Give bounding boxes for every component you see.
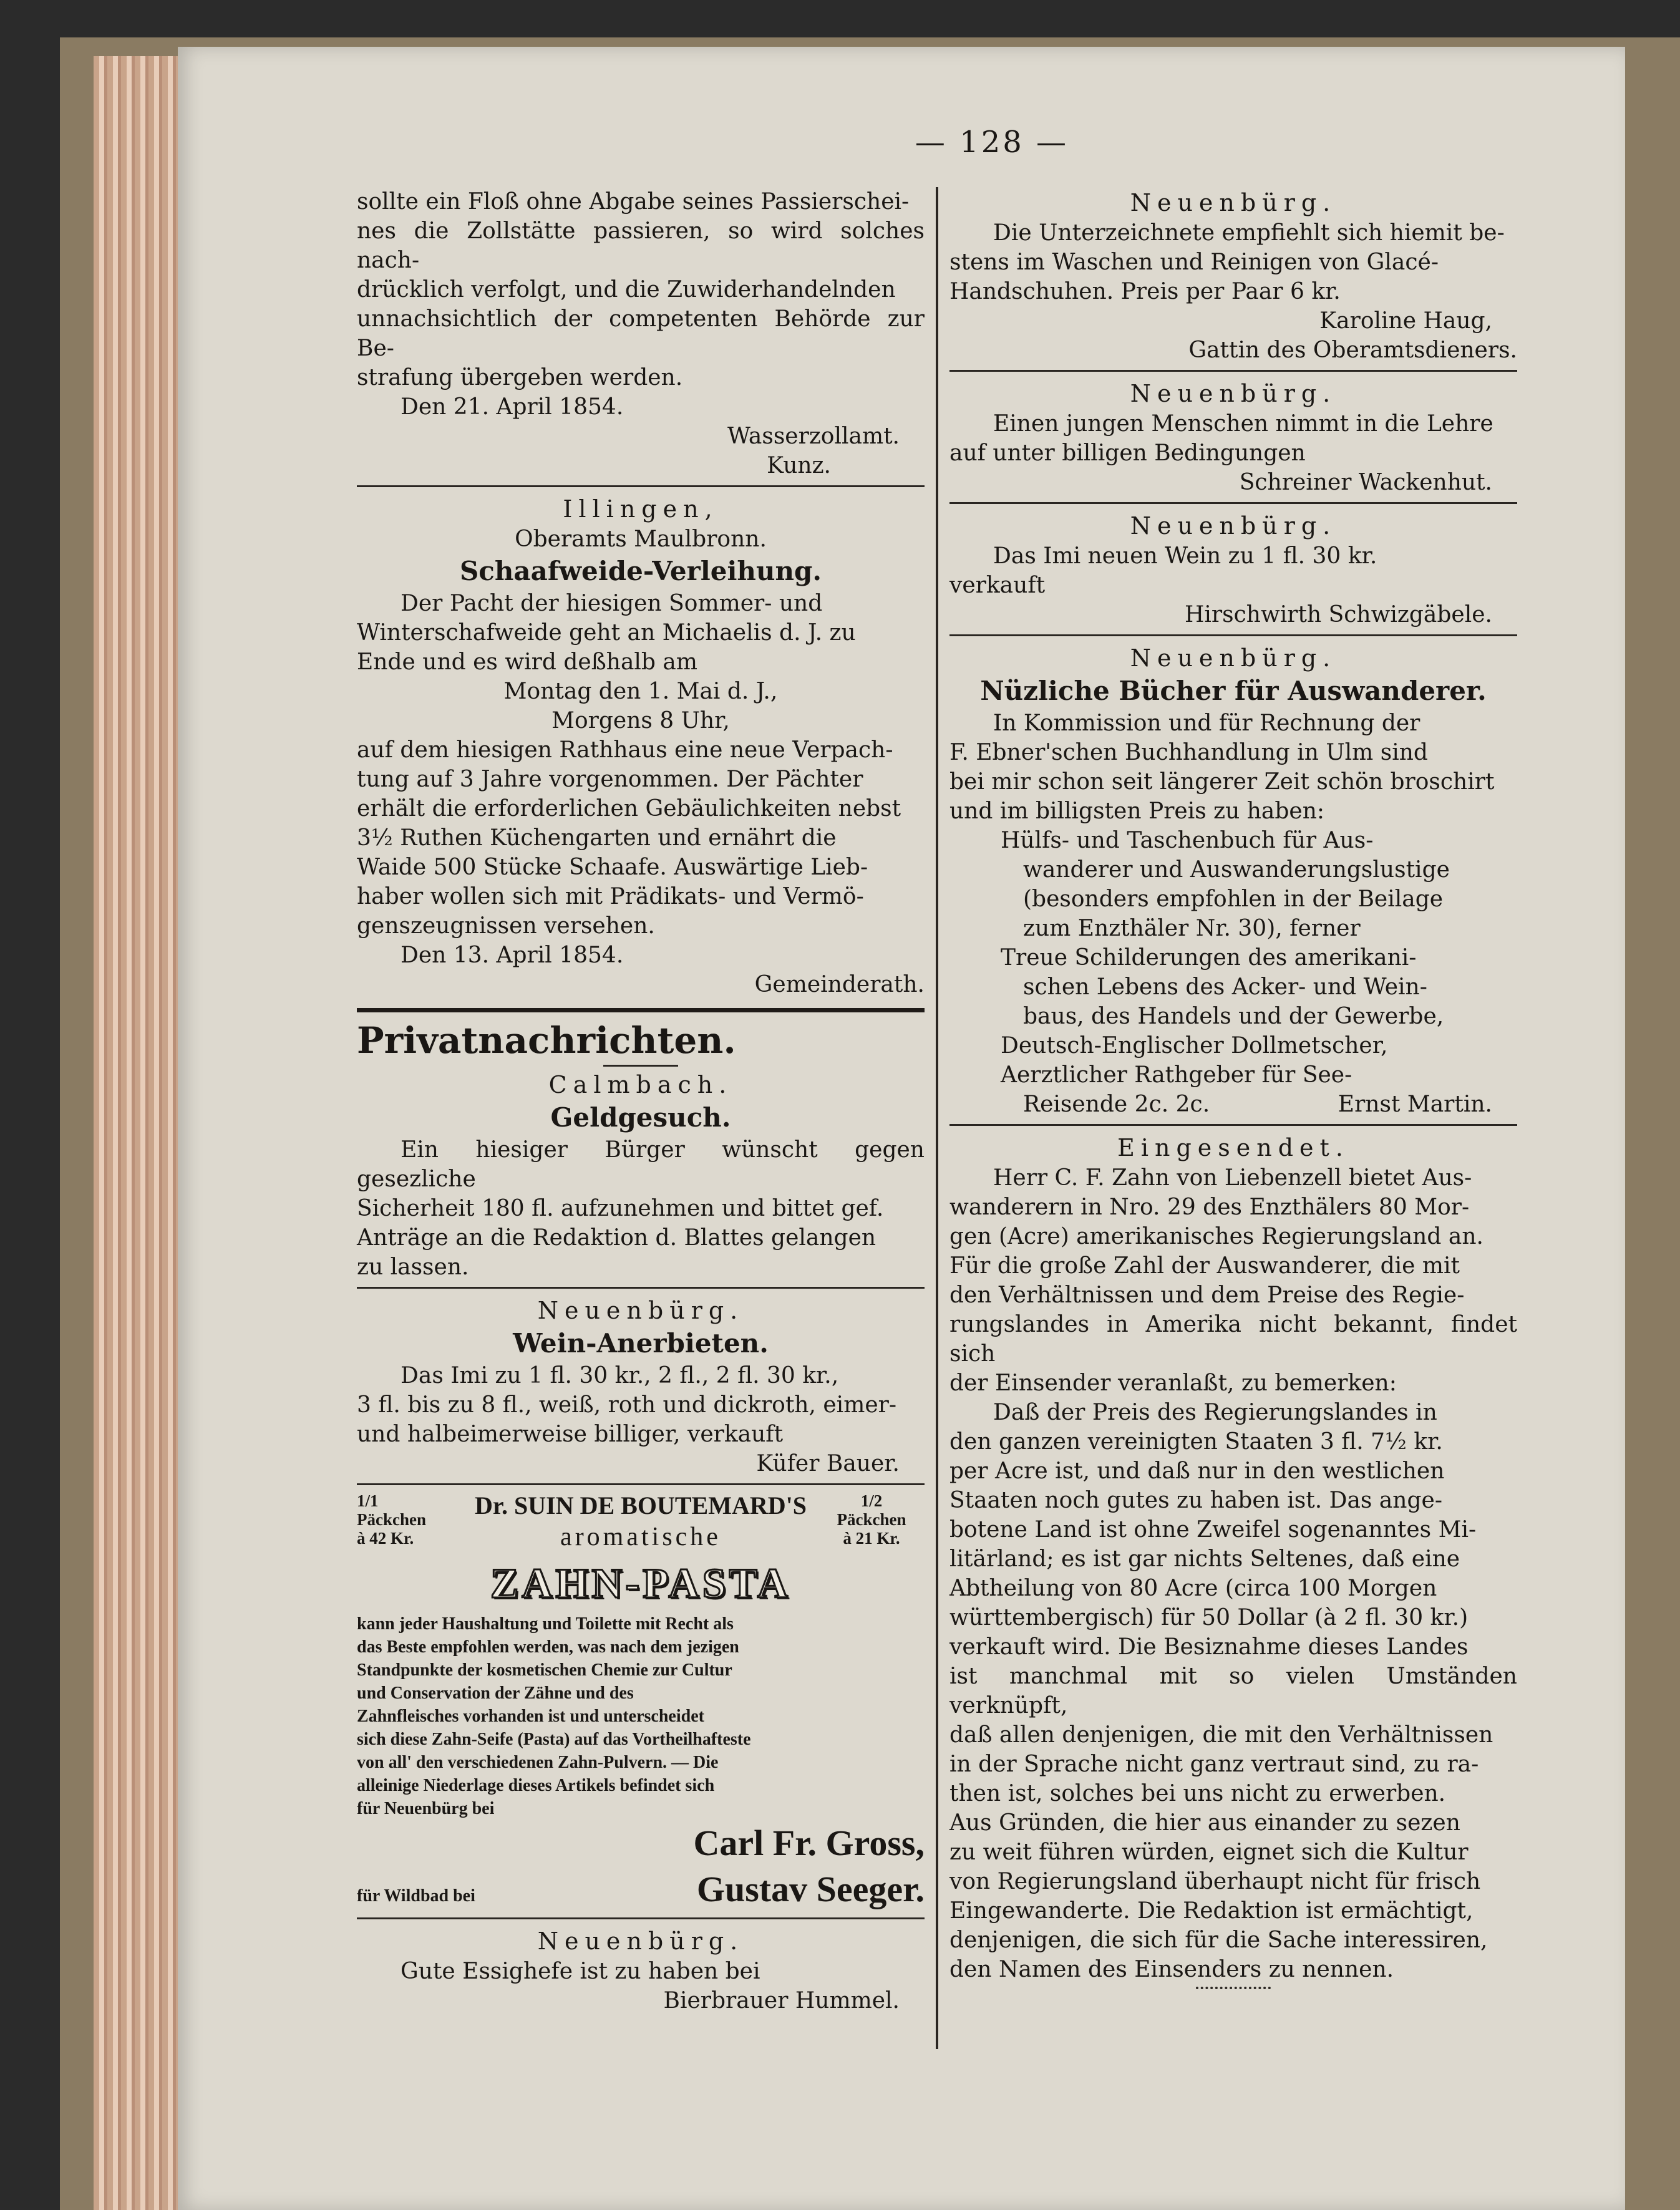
heavy-separator: [357, 1008, 925, 1012]
text-line: Daß der Preis des Regierungslandes in: [993, 1400, 1437, 1425]
notice-office: Wasserzollamt.: [727, 424, 900, 449]
book-item-line: baus, des Handels und der Gewerbe,: [1023, 1004, 1444, 1029]
separator: [949, 502, 1517, 504]
text-line: Staaten noch gutes zu haben ist. Das ange-: [949, 1488, 1442, 1513]
text-line: then ist, solches bei uns nicht zu erwerben.: [949, 1781, 1446, 1806]
text-line: daß allen denjenigen, die mit den Verhältnissen: [949, 1722, 1493, 1748]
wein-notice: [357, 1295, 925, 1478]
text-line: genszeugnissen versehen.: [357, 913, 655, 939]
price-label: à 21 Kr.: [843, 1529, 900, 1548]
text-line: verkauft wird. Die Besiznahme dieses Landes: [949, 1634, 1469, 1660]
notice-title: Geldgesuch.: [550, 1102, 731, 1133]
book-item: Treue Schilderungen des amerikani-: [1001, 945, 1417, 971]
text-line: wanderern in Nro. 29 des Enzthälers 80 Mor-: [949, 1195, 1470, 1220]
text-line: bei mir schon seit längerer Zeit schön broschirt: [949, 769, 1495, 795]
ad-text-line: alleinige Niederlage dieses Artikels befindet sich: [357, 1776, 715, 1795]
notice-date: Den 13. April 1854.: [401, 943, 624, 968]
text-line: und im billigsten Preis zu haben:: [949, 798, 1325, 824]
text-line: botene Land ist ohne Zweifel sogenanntes Mi-: [949, 1517, 1477, 1543]
text-line: 3 fl. bis zu 8 fl., weiß, roth und dickroth, eimer-: [357, 1392, 897, 1418]
text-line: Aus Gründen, die hier aus einander zu sezen: [949, 1810, 1460, 1836]
glace-notice: [949, 187, 1517, 365]
notice-signer: Ernst Martin.: [1338, 1092, 1492, 1117]
ad-subtitle: aromatische: [560, 1523, 721, 1551]
place-heading: Neuenbürg.: [1130, 512, 1337, 540]
separator: [949, 1124, 1517, 1126]
text-line: auf unter billigen Bedingungen: [949, 440, 1306, 466]
book-item-line: zum Enzthäler Nr. 30), ferner: [1023, 916, 1361, 941]
ad-text-line: das Beste empfohlen werden, was nach dem jezigen: [357, 1637, 739, 1657]
ad-text-line: kann jeder Haushaltung und Toilette mit Recht als: [357, 1614, 734, 1634]
text-line: F. Ebner'schen Buchhandlung in Ulm sind: [949, 740, 1428, 765]
text-line: württembergisch) für 50 Dollar (à 2 fl. 30 kr.): [949, 1605, 1469, 1631]
text-line: ist manchmal mit so vielen Umständen verknüpft,: [949, 1664, 1517, 1718]
text-line: den Namen des Einsenders zu nennen.: [949, 1957, 1394, 1982]
short-rule: [603, 1065, 678, 1067]
notice-signer: Kunz.: [767, 453, 831, 478]
ad-text-line: Standpunkte der kosmetischen Chemie zur Cultur: [357, 1660, 732, 1680]
calmbach-notice: [357, 1069, 925, 1282]
text-line: Für die große Zahl der Auswanderer, die mit: [949, 1253, 1460, 1279]
notice-end: [357, 187, 925, 480]
separator: [357, 1917, 925, 1919]
text-line: auf dem hiesigen Rathhaus eine neue Verpach-: [357, 737, 893, 763]
text-line: unnachsichtlich der competenten Behörde zur Be-: [357, 306, 925, 361]
text-line: den ganzen vereinigten Staaten 3 fl. 7½ kr.: [949, 1429, 1443, 1455]
pack-label: Päckchen: [837, 1510, 906, 1529]
text-line: erhält die erforderlichen Gebäulichkeiten nebst: [357, 796, 901, 821]
book-item-line: wanderer und Auswanderungslustige: [1023, 857, 1450, 883]
text-line: Waide 500 Stücke Schaafe. Auswärtige Lieb-: [357, 855, 868, 880]
notice-signer: Schreiner Wackenhut.: [1239, 470, 1492, 495]
column-divider: [936, 187, 938, 2049]
separator: [357, 485, 925, 487]
book-item-line: (besonders empfohlen in der Beilage: [1023, 886, 1444, 912]
text-line: Das Imi zu 1 fl. 30 kr., 2 fl., 2 fl. 30 kr.,: [401, 1363, 839, 1389]
text-line: von Regierungsland überhaupt nicht für frisch: [949, 1869, 1481, 1894]
place-heading: Neuenbürg.: [537, 1927, 744, 1955]
text-line: Sicherheit 180 fl. aufzunehmen und bittet gef.: [357, 1196, 884, 1221]
ad-text-line: und Conservation der Zähne und des: [357, 1684, 634, 1703]
neuwein-notice: [949, 510, 1517, 629]
illingen-notice: [357, 493, 925, 999]
ad-text-line: sich diese Zahn-Seife (Pasta) auf das Vortheilhafteste: [357, 1730, 751, 1749]
ad-left-price: [357, 1491, 463, 1548]
text-line: strafung übergeben werden.: [357, 365, 683, 390]
ad-dealer-wildbad: Gustav Seeger.: [696, 1869, 925, 1909]
section-title: Privatnachrichten.: [357, 1019, 736, 1062]
separator: [949, 370, 1517, 372]
notice-signer: Gemeinderath.: [754, 972, 925, 997]
place-heading: Calmbach.: [548, 1071, 733, 1098]
text-line: Abtheilung von 80 Acre (circa 100 Morgen: [949, 1576, 1437, 1601]
text-line: Das Imi neuen Wein zu 1 fl. 30 kr.: [993, 543, 1377, 569]
text-line: rungslandes in Amerika nicht bekannt, findet sich: [949, 1312, 1517, 1367]
page-number: — 128 —: [915, 125, 1069, 160]
fraction-label: 1/1: [357, 1491, 379, 1510]
text-line: Anträge an die Redaktion d. Blattes gelangen: [357, 1225, 876, 1251]
notice-signer: Küfer Bauer.: [756, 1451, 900, 1476]
text-line: Herr C. F. Zahn von Liebenzell bietet Aus-: [993, 1165, 1472, 1191]
notice-title: Schaafweide-Verleihung.: [459, 556, 822, 586]
notice-signer: Karoline Haug,: [1319, 308, 1492, 334]
text-line: Der Pacht der hiesigen Sommer- und: [401, 591, 823, 616]
text-line: Ein hiesiger Bürger wünscht gegen gesezliche: [357, 1137, 925, 1192]
ad-dealer-neuenbuerg: Carl Fr. Gross,: [693, 1823, 925, 1863]
left-column: [357, 187, 925, 2020]
notice-signer: Hirschwirth Schwizgäbele.: [1185, 602, 1492, 628]
end-ornament: [1196, 1987, 1271, 1989]
text-line: stens im Waschen und Reinigen von Glacé-: [949, 250, 1439, 275]
book-item-line: schen Lebens des Acker- und Wein-: [1023, 974, 1427, 1000]
ad-product-name: ZAHN-PASTA: [490, 1559, 791, 1607]
ad-text-line: von all' den verschiedenen Zahn-Pulvern. — Die: [357, 1753, 719, 1772]
text-line: Die Unterzeichnete empfiehlt sich hiemit be-: [993, 220, 1505, 246]
text-line: Gute Essighefe ist zu haben bei: [401, 1959, 760, 1984]
text-line: litärland; es ist gar nichts Seltenes, daß eine: [949, 1546, 1460, 1572]
place-heading: Neuenbürg.: [537, 1297, 744, 1324]
text-line: In Kommission und für Rechnung der: [993, 710, 1420, 736]
text-line: per Acre ist, und daß nur in den westlichen: [949, 1458, 1445, 1484]
text-line: gen (Acre) amerikanisches Regierungsland an.: [949, 1224, 1483, 1249]
ad-brand: Dr. SUIN DE BOUTEMARD'S: [475, 1491, 807, 1519]
book-item: Aerztlicher Rathgeber für See-: [1001, 1062, 1352, 1088]
separator: [357, 1287, 925, 1289]
text-line: der Einsender veranlaßt, zu bemerken:: [949, 1370, 1397, 1396]
price-label: à 42 Kr.: [357, 1529, 414, 1548]
notice-date: Den 21. April 1854.: [401, 394, 624, 420]
date-line: Montag den 1. Mai d. J.,: [503, 679, 778, 704]
place-heading: Neuenbürg.: [1130, 189, 1337, 216]
lehre-notice: [949, 378, 1517, 497]
ad-right-price: [818, 1491, 925, 1548]
text-line: Ende und es wird deßhalb am: [357, 649, 698, 675]
book-item-line: Reisende 2c. 2c.: [1023, 1092, 1210, 1117]
text-line: Eingewanderte. Die Redaktion ist ermächtigt,: [949, 1898, 1474, 1924]
text-line: und halbeimerweise billiger, verkauft: [357, 1422, 784, 1447]
district-heading: Oberamts Maulbronn.: [515, 526, 767, 552]
separator: [357, 1483, 925, 1485]
eingesendet-article: [949, 1132, 1517, 1989]
text-line: Winterschafweide geht an Michaelis d. J. zu: [357, 620, 856, 646]
notice-title: Nüzliche Bücher für Auswanderer.: [980, 676, 1487, 706]
hefe-notice: [357, 1926, 925, 2015]
text-line: Handschuhen. Preis per Paar 6 kr.: [949, 279, 1341, 304]
ad-text-line: Zahnfleisches vorhanden ist und unterscheidet: [357, 1707, 704, 1726]
text-line: in der Sprache nicht ganz vertraut sind, zu ra-: [949, 1752, 1479, 1777]
zahnpasta-advertisement: [357, 1491, 925, 1912]
text-line: sollte ein Floß ohne Abgabe seines Passierschei-: [357, 189, 910, 215]
book-item: Hülfs- und Taschenbuch für Aus-: [1001, 828, 1374, 853]
place-heading: Neuenbürg.: [1130, 644, 1337, 672]
text-line: zu lassen.: [357, 1254, 469, 1280]
place-heading: Neuenbürg.: [1130, 380, 1337, 407]
pack-label: Päckchen: [357, 1510, 426, 1529]
notice-title: Wein-Anerbieten.: [513, 1328, 769, 1359]
text-line: 3½ Ruthen Küchengarten und ernährt die: [357, 825, 837, 851]
text-line: haber wollen sich mit Prädikats- und Vermö-: [357, 884, 864, 909]
buecher-notice: [949, 642, 1517, 1119]
article-heading: Eingesendet.: [1117, 1134, 1349, 1161]
text-line: den Verhältnissen und dem Preise des Regie-: [949, 1282, 1465, 1308]
text-line: verkauft: [949, 573, 1046, 598]
text-line: tung auf 3 Jahre vorgenommen. Der Pächter: [357, 767, 863, 792]
text-line: nes die Zollstätte passieren, so wird solches nach-: [357, 218, 925, 273]
text-line: Einen jungen Menschen nimmt in die Lehre: [993, 411, 1493, 437]
text-line: zu weit führen würden, eignet sich die Kultur: [949, 1839, 1469, 1865]
text-line: denjenigen, die sich für die Sache interessiren,: [949, 1927, 1488, 1953]
fraction-label: 1/2: [860, 1491, 883, 1510]
book-item: Deutsch-Englischer Dollmetscher,: [1001, 1033, 1388, 1059]
ad-wildbad-label: für Wildbad bei: [357, 1886, 475, 1906]
time-line: Morgens 8 Uhr,: [551, 708, 730, 734]
notice-signer-title: Gattin des Oberamtsdieners.: [1188, 337, 1517, 363]
notice-signer: Bierbrauer Hummel.: [663, 1988, 900, 2014]
ad-text-line: für Neuenbürg bei: [357, 1799, 495, 1818]
separator: [949, 634, 1517, 636]
right-column: [949, 187, 1517, 1994]
text-line: drücklich verfolgt, und die Zuwiderhandelnden: [357, 277, 896, 303]
place-heading: Illingen,: [563, 495, 719, 523]
